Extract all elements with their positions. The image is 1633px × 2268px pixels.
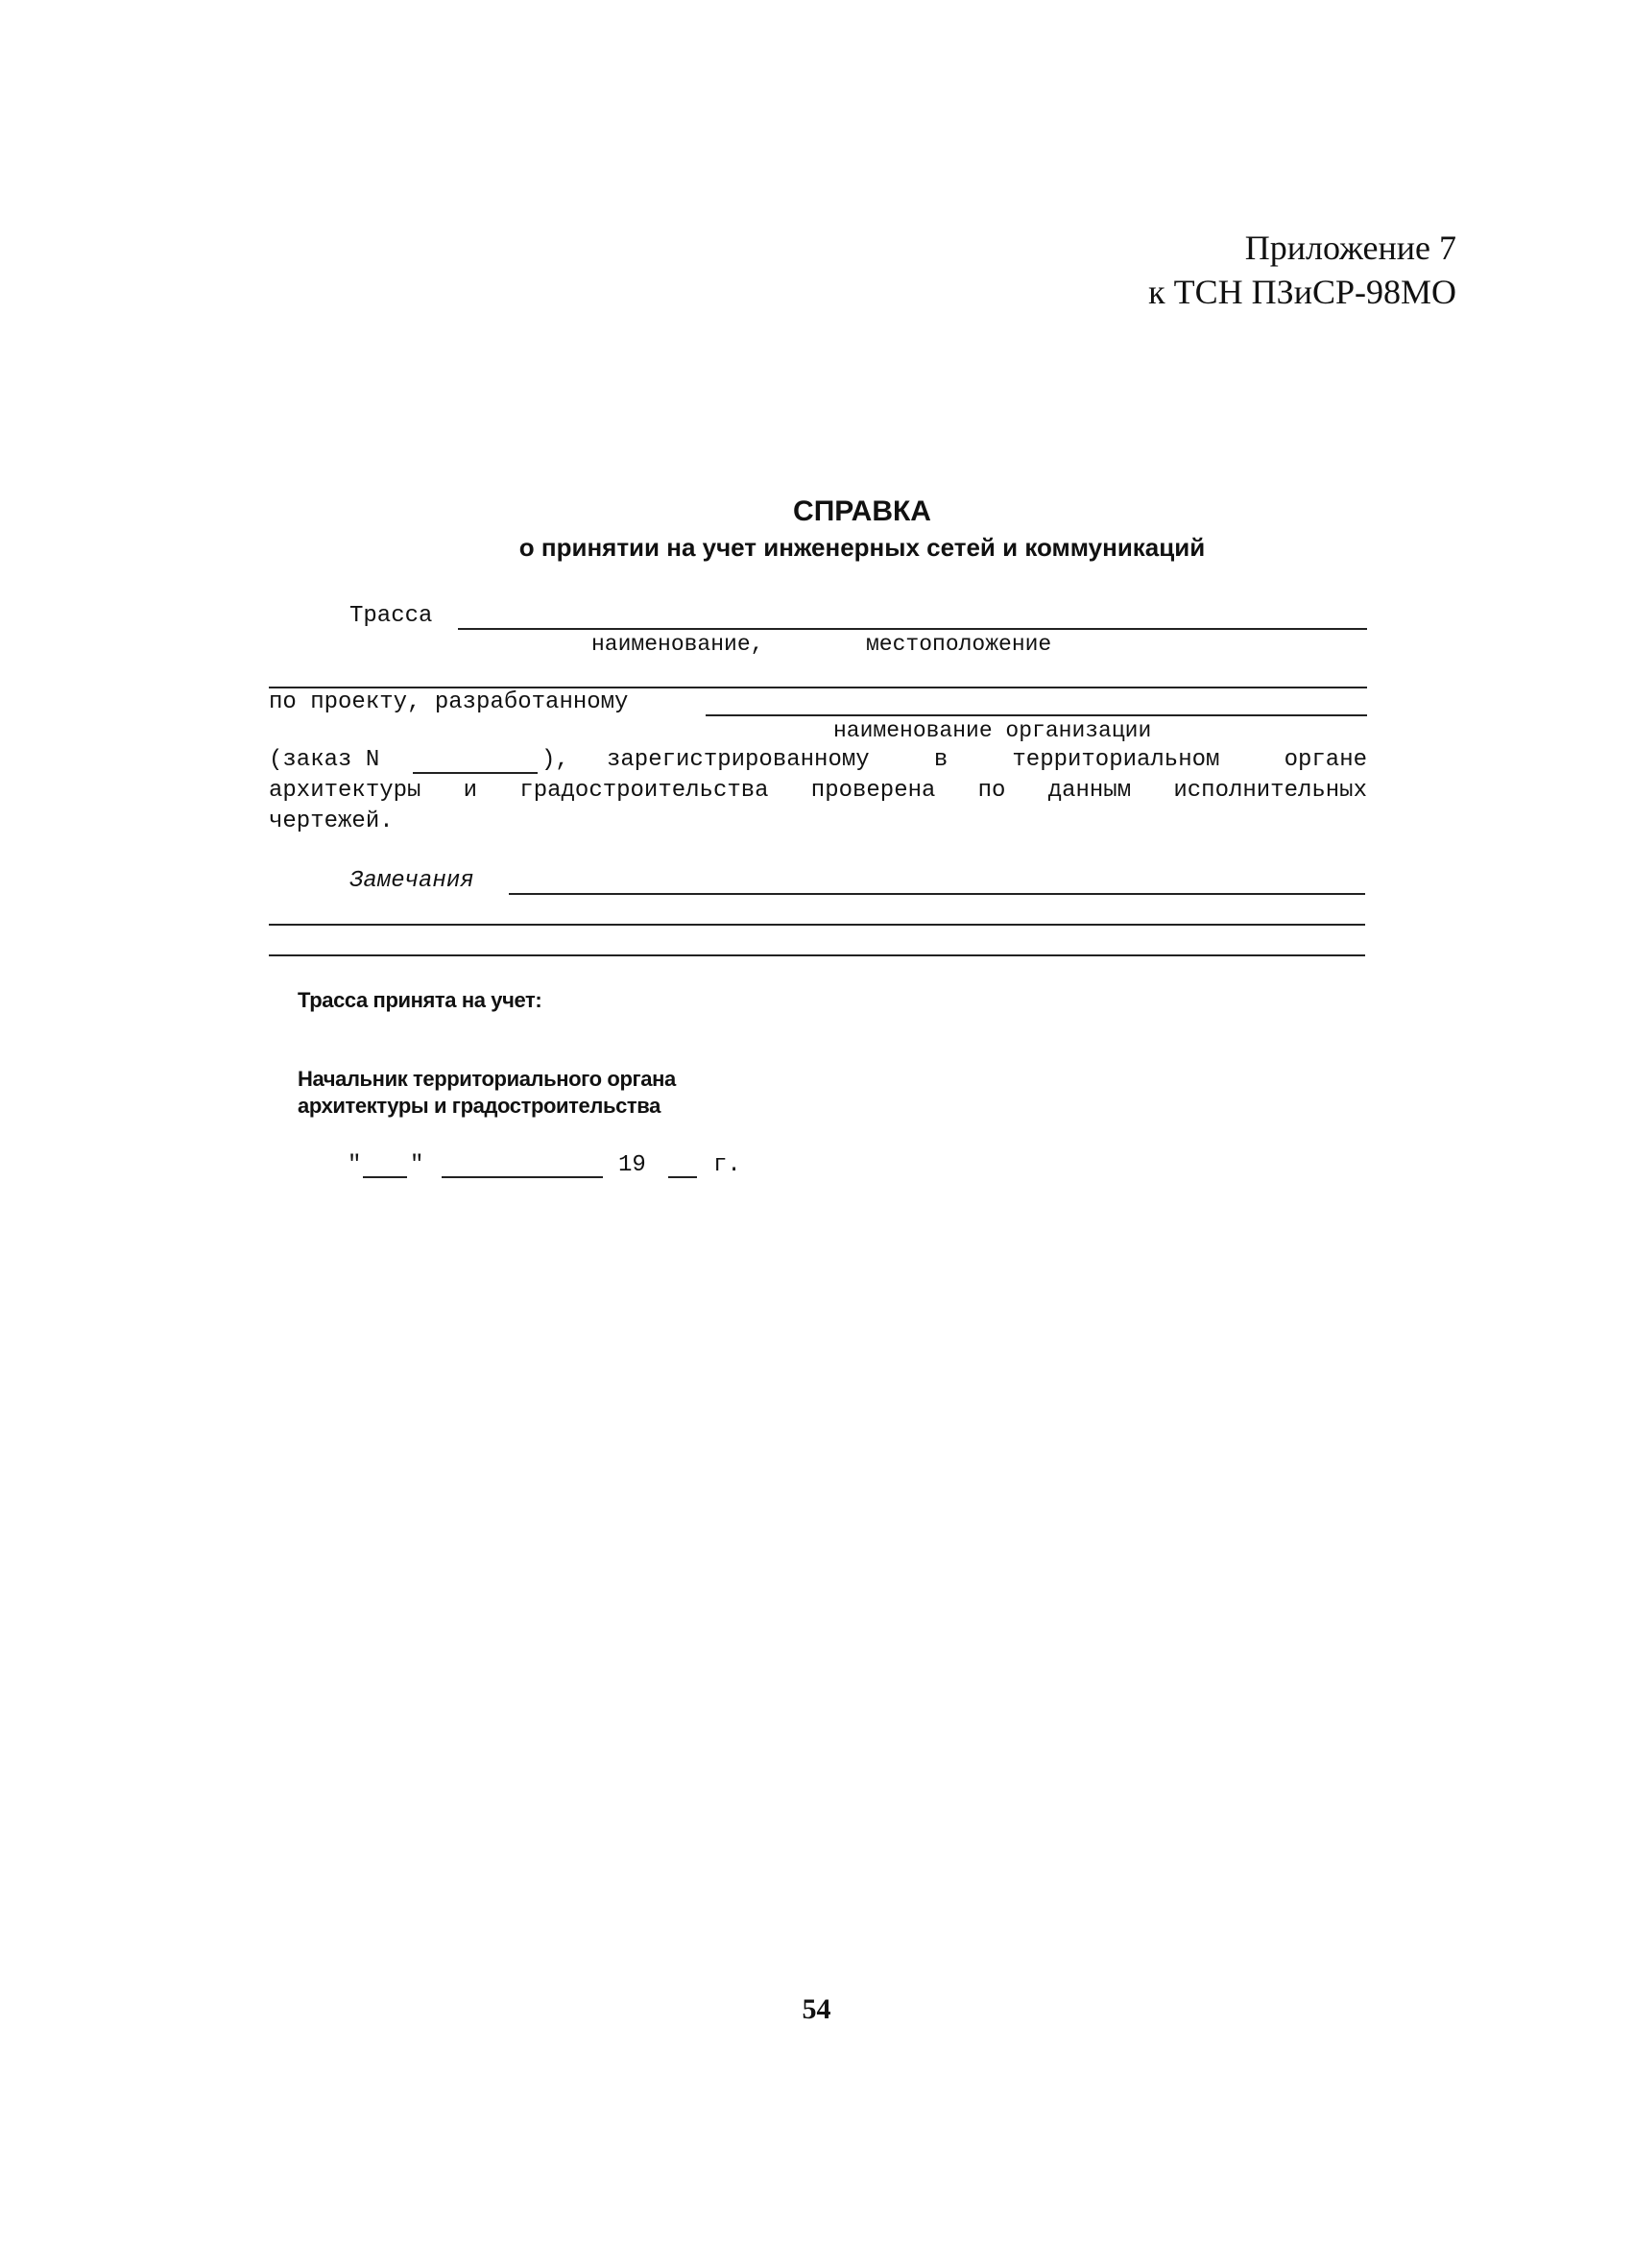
order-suffix: ),: [541, 747, 569, 773]
head-title-line-1: Начальник территориального органа: [298, 1067, 676, 1091]
route-caption-name: наименование,: [591, 632, 764, 657]
organization-caption: наименование организации: [833, 718, 1152, 743]
route-accepted-text: Трасса принята на учет:: [298, 988, 542, 1012]
document-subtitle: о принятии на учет инженерных сетей и коммуникаций: [518, 533, 1206, 562]
route-caption-location: местоположение: [866, 632, 1052, 657]
remarks-field-line-1[interactable]: [509, 893, 1365, 895]
date-year-prefix: 19: [618, 1152, 646, 1178]
date-quote-close: ": [410, 1152, 424, 1178]
order-number-field-line[interactable]: [413, 772, 538, 774]
route-field-line[interactable]: [458, 628, 1367, 630]
remarks-field-line-3[interactable]: [269, 954, 1365, 956]
route-label: Трасса: [349, 603, 433, 629]
document-title: СПРАВКА: [793, 495, 931, 527]
page-number: 54: [802, 1993, 831, 2025]
date-quote-open: ": [348, 1152, 362, 1178]
head-title-line-2: архитектуры и градостроительства: [298, 1094, 660, 1118]
drawings-text: чертежей.: [269, 808, 394, 834]
standard-reference: к ТСН ПЗиСР-98МО: [1148, 273, 1456, 311]
registered-text: зарегистрированному в территориальном органе: [607, 747, 1367, 773]
date-day-field-line[interactable]: [363, 1176, 407, 1178]
order-prefix: (заказ N: [269, 747, 380, 773]
verification-text: архитектуры и градостроительства проверена по данным исполнительных: [269, 778, 1367, 804]
remarks-field-line-2[interactable]: [269, 924, 1365, 926]
date-year-suffix: г.: [713, 1152, 741, 1178]
date-year-field-line[interactable]: [668, 1176, 697, 1178]
remarks-label: Замечания: [349, 868, 474, 894]
date-month-field-line[interactable]: [442, 1176, 603, 1178]
route-continuation-line[interactable]: [269, 687, 1367, 688]
project-label: по проекту, разработанному: [269, 689, 629, 715]
organization-field-line[interactable]: [706, 714, 1367, 716]
appendix-label: Приложение 7: [1244, 229, 1456, 267]
